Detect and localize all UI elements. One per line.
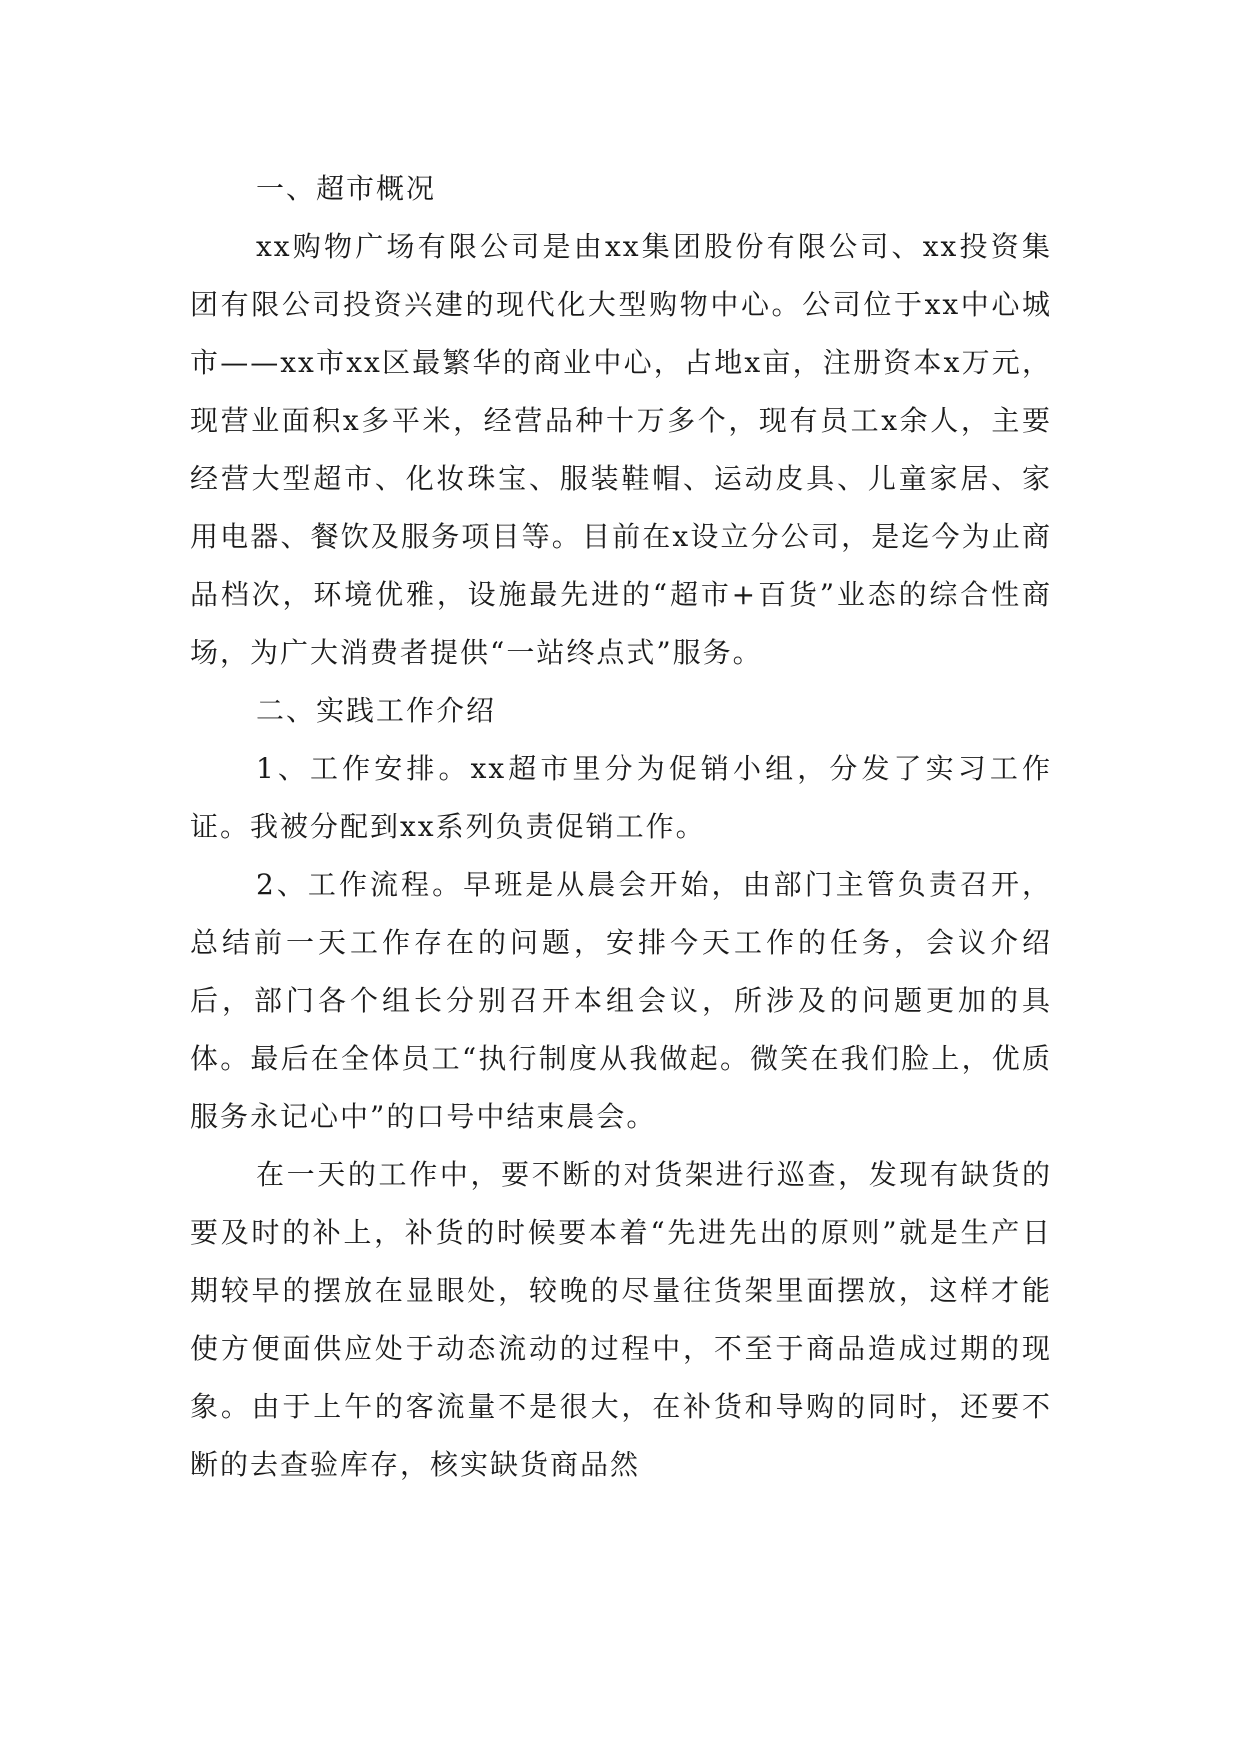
paragraph-company-intro: xx购物广场有限公司是由xx集团股份有限公司、xx投资集团有限公司投资兴建的现代化大型购物中心。公司位于xx中心城市——xx市xx区最繁华的商业中心，占地x亩，注册资本x万元，现营业面积x多平米，经营品种十万多个，现有员工x余人，主要经营大型超市、化妆珠宝、服装鞋帽、运动皮具、儿童家居、家用电器、餐饮及服务项目等。目前在x设立分公司，是迄今为止商品档次，环境优雅，设施最先进的“超市+百货”业态的综合性商场，为广大消费者提供“一站终点式”服务。 bbox=[190, 230, 1052, 669]
section-heading-overview: 一、超市概况 bbox=[256, 172, 437, 205]
paragraph-work-process: 2、工作流程。早班是从晨会开始，由部门主管负责召开，总结前一天工作存在的问题，安排今天工作的任务，会议介绍后，部门各个组长分别召开本组会议，所涉及的问题更加的具体。最后在全体员工“执行制度从我做起。微笑在我们脸上，优质服务永记心中”的口号中结束晨会。 bbox=[190, 868, 1052, 1133]
section-heading-practice: 二、实践工作介绍 bbox=[256, 694, 497, 727]
document-body bbox=[190, 160, 1052, 1494]
paragraph-daily-work: 在一天的工作中，要不断的对货架进行巡查，发现有缺货的要及时的补上，补货的时候要本着“先进先出的原则”就是生产日期较早的摆放在显眼处，较晚的尽量往货架里面摆放，这样才能使方便面供应处于动态流动的过程中，不至于商品造成过期的现象。由于上午的客流量不是很大，在补货和导购的同时，还要不断的去查验库存，核实缺货商品然 bbox=[190, 1158, 1052, 1481]
paragraph-work-arrangement: 1、工作安排。xx超市里分为促销小组，分发了实习工作证。我被分配到xx系列负责促销工作。 bbox=[190, 752, 1052, 843]
